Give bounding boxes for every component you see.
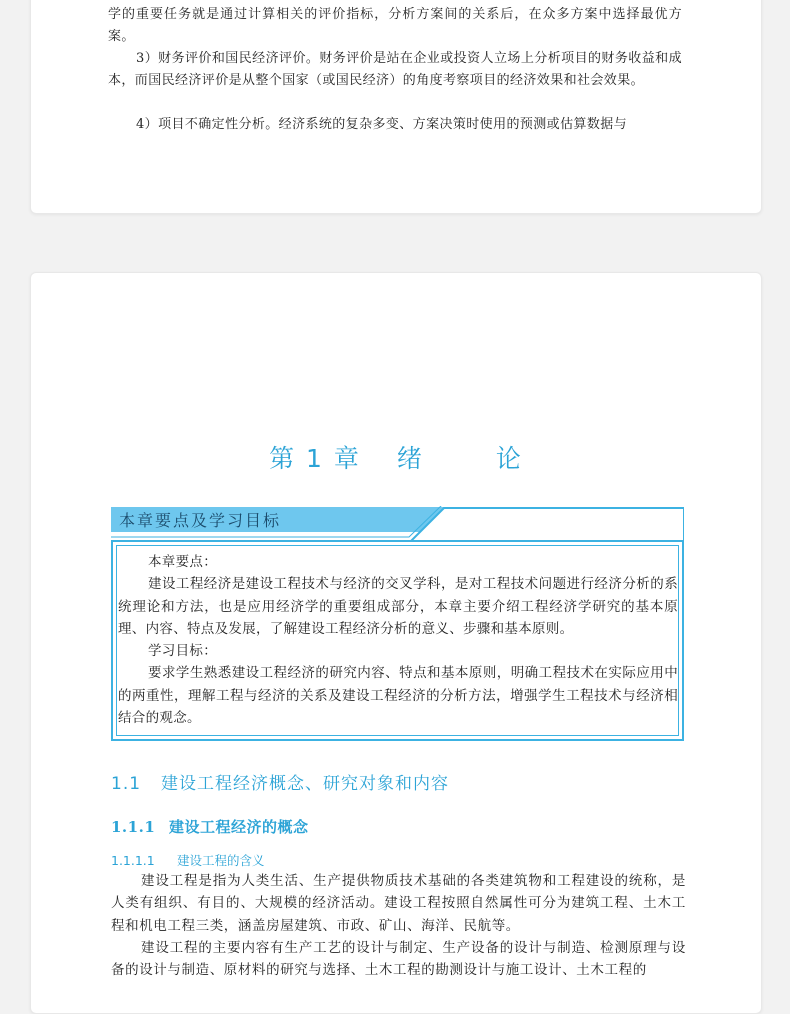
subsubsection-title: 建设工程的含义	[177, 853, 265, 868]
key-points-label: 本章要点：	[148, 554, 217, 570]
section-heading-1-1	[111, 769, 449, 794]
paragraph-construction-definition: 建设工程是指为人类生活、生产提供物质技术基础的各类建筑物和工程建设的统称，是人类有组织、有目的、大规模的经济活动。建设工程按照自然属性可分为建筑工程、土木工程和机电工程三类，涵盖房屋建筑、市政、矿山、海洋、民航等。	[111, 873, 686, 934]
subsection-heading-1-1-1	[111, 816, 309, 837]
section-number: 1.1	[111, 774, 142, 794]
subsection-title: 建设工程经济的概念	[169, 818, 309, 836]
summary-banner-label: 本章要点及学习目标	[119, 511, 282, 530]
subsubsection-number: 1.1.1.1	[111, 853, 155, 868]
chapter-page-card	[30, 272, 762, 1014]
paragraph-financial-evaluation: 3）财务评价和国民经济评价。财务评价是站在企业或投资人立场上分析项目的财务收益和成本，而国民经济评价是从整个国家（或国民经济）的角度考察项目的经济效果和社会效果。	[108, 51, 682, 88]
subsection-number: 1.1.1	[111, 818, 156, 836]
summary-text	[118, 551, 678, 729]
paragraph-continued: 学的重要任务就是通过计算相关的评价指标，分析方案间的关系后，在众多方案中选择最优方案。	[108, 7, 682, 44]
chapter-title-char-1: 绪	[396, 444, 424, 473]
section-body	[111, 870, 686, 981]
subsubsection-heading-1-1-1-1	[111, 851, 265, 869]
learning-goals-text: 要求学生熟悉建设工程经济的研究内容、特点和基本原则，明确工程技术在实际应用中的两重性，理解工程与经济的关系及建设工程经济的分析方法，增强学生工程技术与经济相结合的观念。	[118, 665, 678, 727]
paragraph-uncertainty-analysis: 4）项目不确定性分析。经济系统的复杂多变、方案决策时使用的预测或估算数据与	[136, 117, 628, 132]
paragraph-construction-content: 建设工程的主要内容有生产工艺的设计与制定、生产设备的设计与制造、检测原理与设备的设计与制造、原材料的研究与选择、土木工程的勘测设计与施工设计、土木工程的	[111, 939, 686, 979]
chapter-number: 第 1 章	[269, 444, 361, 473]
chapter-title	[31, 439, 761, 475]
previous-page-card	[30, 0, 762, 214]
learning-goals-label: 学习目标：	[148, 643, 217, 660]
key-points-text: 建设工程经济是建设工程技术与经济的交叉学科，是对工程技术问题进行经济分析的系统理论和方法，也是应用经济学的重要组成部分，本章主要介绍工程经济学研究的基本原理、内容、特点及发展，了解建设工程经济分析的意义、步骤和基本原则。	[118, 576, 678, 637]
chapter-title-char-2: 论	[495, 444, 523, 473]
section-title: 建设工程经济概念、研究对象和内容	[161, 774, 449, 794]
